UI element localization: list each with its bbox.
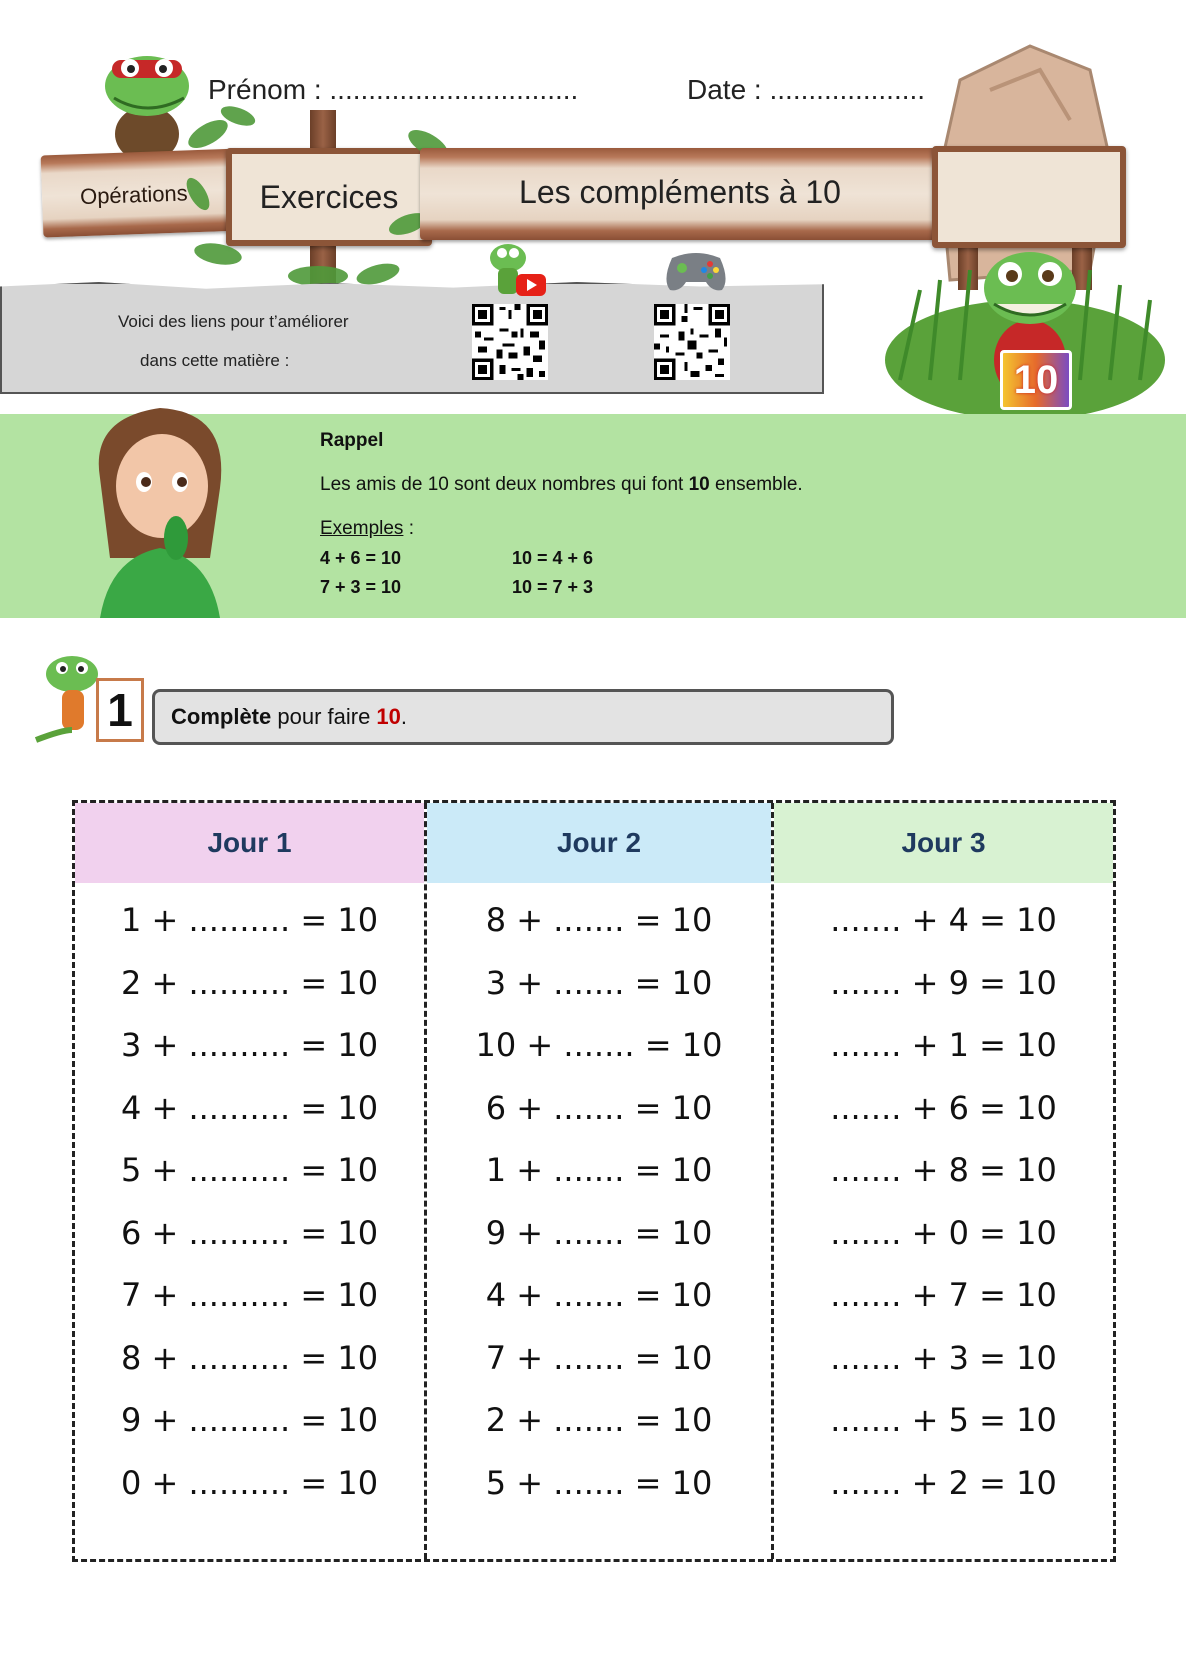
girl-thinking-icon: [80, 398, 240, 618]
example-1b: 10 = 4 + 6: [512, 548, 594, 568]
equation-row[interactable]: ....... + 7 = 10: [830, 1276, 1057, 1315]
equation-row[interactable]: 1 + .......... = 10: [120, 901, 379, 940]
sign-operations-label: Opérations: [79, 180, 189, 210]
equation-row[interactable]: 6 + ....... = 10: [485, 1088, 713, 1127]
equation-row[interactable]: 7 + ....... = 10: [485, 1338, 713, 1377]
example-2a: 7 + 3 = 10: [320, 577, 402, 597]
column-header: Jour 1: [75, 803, 424, 883]
equation-row[interactable]: 10 + ....... = 10: [475, 1026, 723, 1065]
instruction-end: .: [400, 704, 408, 729]
equation-row[interactable]: 9 + .......... = 10: [120, 1401, 379, 1440]
equation-row[interactable]: ....... + 0 = 10: [830, 1213, 1057, 1252]
equation-row[interactable]: ....... + 8 = 10: [830, 1151, 1057, 1190]
column-rows: [75, 883, 424, 1514]
example-1a: 4 + 6 = 10: [320, 548, 402, 568]
leaves-decoration-icon: [178, 104, 458, 294]
instruction-bold: Complète: [171, 704, 272, 729]
column-jour-1: [75, 803, 424, 1559]
equation-row[interactable]: 1 + ....... = 10: [485, 1151, 713, 1190]
instruction-mid: pour faire: [271, 704, 377, 729]
equation-row[interactable]: 9 + ....... = 10: [485, 1213, 713, 1252]
equation-row[interactable]: 0 + .......... = 10: [120, 1463, 379, 1502]
equation-row[interactable]: 7 + .......... = 10: [120, 1276, 379, 1315]
badge-ten: 10: [1000, 350, 1072, 410]
equation-row[interactable]: 8 + ....... = 10: [485, 901, 713, 940]
exercise-instruction: [152, 689, 894, 745]
equation-row[interactable]: 3 + .......... = 10: [120, 1026, 379, 1065]
sign-exercices-label: Exercices: [259, 178, 399, 215]
date-field[interactable]: Date : ....................: [687, 74, 926, 105]
column-jour-2: [424, 803, 771, 1559]
recall-title: Rappel: [320, 430, 384, 451]
equation-row[interactable]: 5 + .......... = 10: [120, 1151, 379, 1190]
page-title: Les compléments à 10: [519, 174, 841, 210]
equation-row[interactable]: 4 + ....... = 10: [485, 1276, 713, 1315]
column-rows: [774, 883, 1113, 1514]
exercise-number: 1: [96, 678, 144, 742]
equation-row[interactable]: ....... + 6 = 10: [830, 1088, 1057, 1127]
recall-text-bold: 10: [688, 474, 710, 495]
column-header: Jour 3: [774, 803, 1113, 883]
sign-title: [420, 148, 940, 240]
qr-code-youtube-icon[interactable]: [472, 304, 548, 380]
exercise-table: [72, 800, 1116, 1562]
equation-row[interactable]: ....... + 3 = 10: [830, 1338, 1057, 1377]
qr-code-game-icon[interactable]: [654, 304, 730, 380]
instruction-red: 10: [376, 704, 401, 729]
examples-colon: :: [403, 518, 414, 539]
column-rows: [427, 883, 771, 1514]
recall-text: [320, 474, 803, 496]
equation-row[interactable]: ....... + 9 = 10: [830, 963, 1057, 1002]
column-jour-3: [771, 803, 1113, 1559]
equation-row[interactable]: 4 + .......... = 10: [120, 1088, 379, 1127]
equation-row[interactable]: ....... + 1 = 10: [830, 1026, 1057, 1065]
examples-label: [320, 518, 414, 540]
links-line1: Voici des liens pour t’améliorer: [118, 312, 349, 331]
recall-text-part: ensemble.: [709, 474, 803, 495]
equation-row[interactable]: 2 + ....... = 10: [485, 1401, 713, 1440]
example-2b: 10 = 7 + 3: [512, 577, 594, 597]
equation-row[interactable]: ....... + 5 = 10: [830, 1401, 1057, 1440]
column-header: Jour 2: [427, 803, 771, 883]
equation-row[interactable]: 5 + ....... = 10: [485, 1463, 713, 1502]
equation-row[interactable]: 8 + .......... = 10: [120, 1338, 379, 1377]
equation-row[interactable]: ....... + 2 = 10: [830, 1463, 1057, 1502]
recall-text-part: Les amis de 10 sont deux nombres qui font: [320, 474, 689, 495]
equation-row[interactable]: 3 + ....... = 10: [485, 963, 713, 1002]
gamepad-icon[interactable]: [662, 246, 730, 294]
links-line2: dans cette matière :: [140, 351, 290, 370]
examples-label-text: Exemples: [320, 518, 404, 539]
equation-row[interactable]: ....... + 4 = 10: [830, 901, 1057, 940]
prenom-field[interactable]: Prénom : ................................: [208, 74, 579, 105]
equation-row[interactable]: 6 + .......... = 10: [120, 1213, 379, 1252]
equation-row[interactable]: 2 + .......... = 10: [120, 963, 379, 1002]
youtube-icon[interactable]: [484, 238, 548, 300]
